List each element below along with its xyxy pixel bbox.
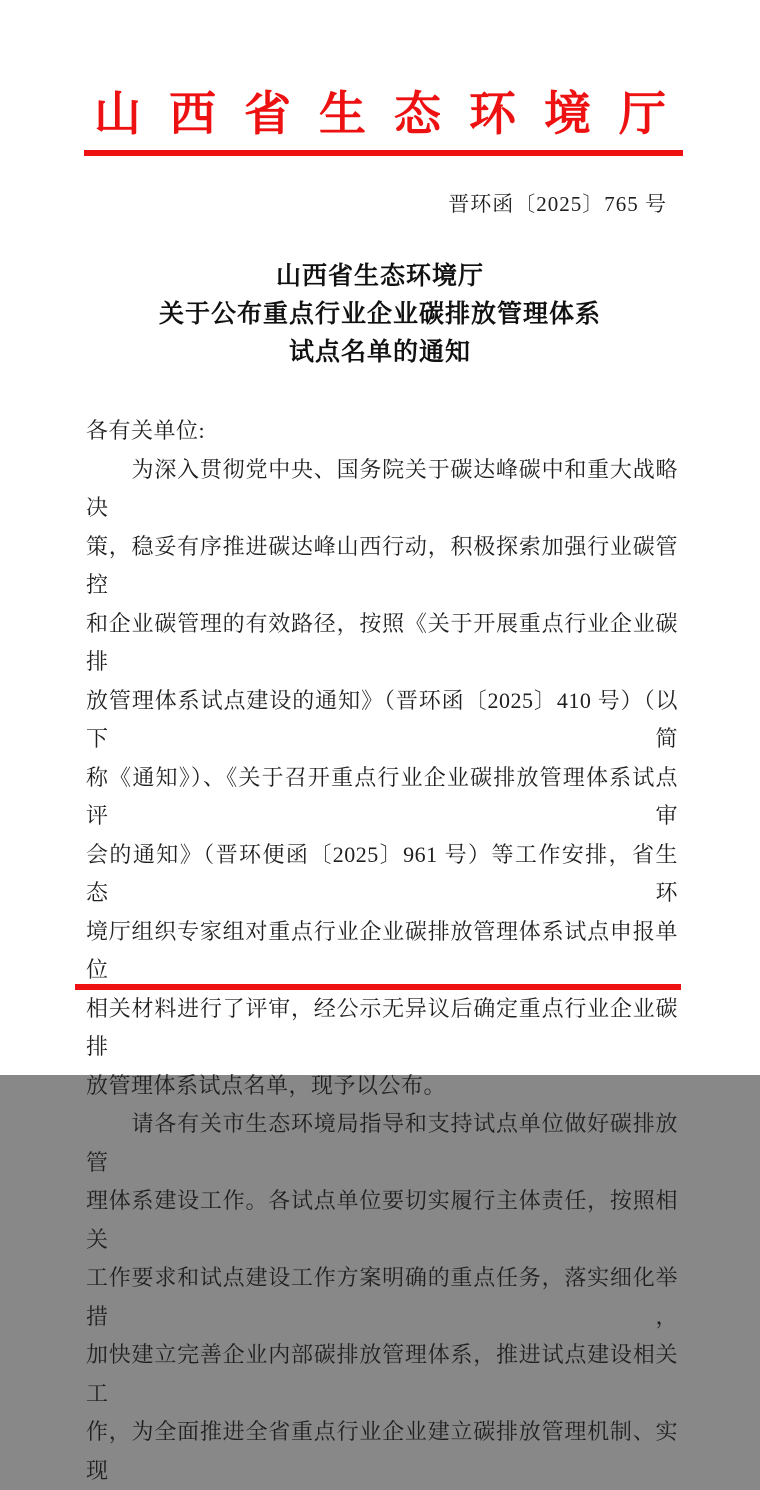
document-title-line-2: 关于公布重点行业企业碳排放管理体系 <box>158 301 601 328</box>
salutation: 各有关单位: <box>86 418 206 443</box>
body-line: 请各有关市生态环境局指导和支持试点单位做好碳排放管 <box>86 1111 678 1175</box>
body-line: 放管理体系试点建设的通知》（晋环函〔2025〕410 号）（以下简 <box>86 687 678 751</box>
agency-letterhead-title: 山西省生态环境厅 <box>94 89 694 141</box>
body-line: 境厅组织专家组对重点行业企业碳排放管理体系试点申报单位 <box>86 918 678 982</box>
body-line: 相关材料进行了评审，经公示无异议后确定重点行业企业碳排 <box>86 995 678 1059</box>
body-line: 称《通知》）、《关于召开重点行业企业碳排放管理体系试点评审 <box>86 764 678 828</box>
body-line: 为深入贯彻党中央、国务院关于碳达峰碳中和重大战略决 <box>86 456 678 520</box>
letterhead-red-separator-rule <box>84 150 683 156</box>
document-title-line-3: 试点名单的通知 <box>288 339 471 366</box>
body-line: 策，稳妥有序推进碳达峰山西行动，积极探索加强行业碳管控 <box>86 533 678 597</box>
document-reference-number: 晋环函〔2025〕765 号 <box>448 192 667 216</box>
body-line: 工作要求和试点建设工作方案明确的重点任务，落实细化举措， <box>86 1265 678 1329</box>
body-line: 作，为全面推进全省重点行业企业建立碳排放管理机制、实现 <box>86 1419 678 1483</box>
body-line: 理体系建设工作。各试点单位要切实履行主体责任，按照相关 <box>86 1188 678 1252</box>
document-body <box>86 412 678 1490</box>
page-bottom-red-rule <box>75 984 681 990</box>
body-line: 会的通知》（晋环便函〔2025〕961 号）等工作安排，省生态环 <box>86 841 678 905</box>
body-line: 放管理体系试点名单，现予以公布。 <box>86 1072 447 1098</box>
document-title <box>0 258 760 372</box>
document-title-line-1: 山西省生态环境厅 <box>275 263 484 290</box>
body-line: 加快建立完善企业内部碳排放管理体系，推进试点建设相关工 <box>86 1342 678 1406</box>
body-line: 和企业碳管理的有效路径，按照《关于开展重点行业企业碳排 <box>86 610 678 674</box>
